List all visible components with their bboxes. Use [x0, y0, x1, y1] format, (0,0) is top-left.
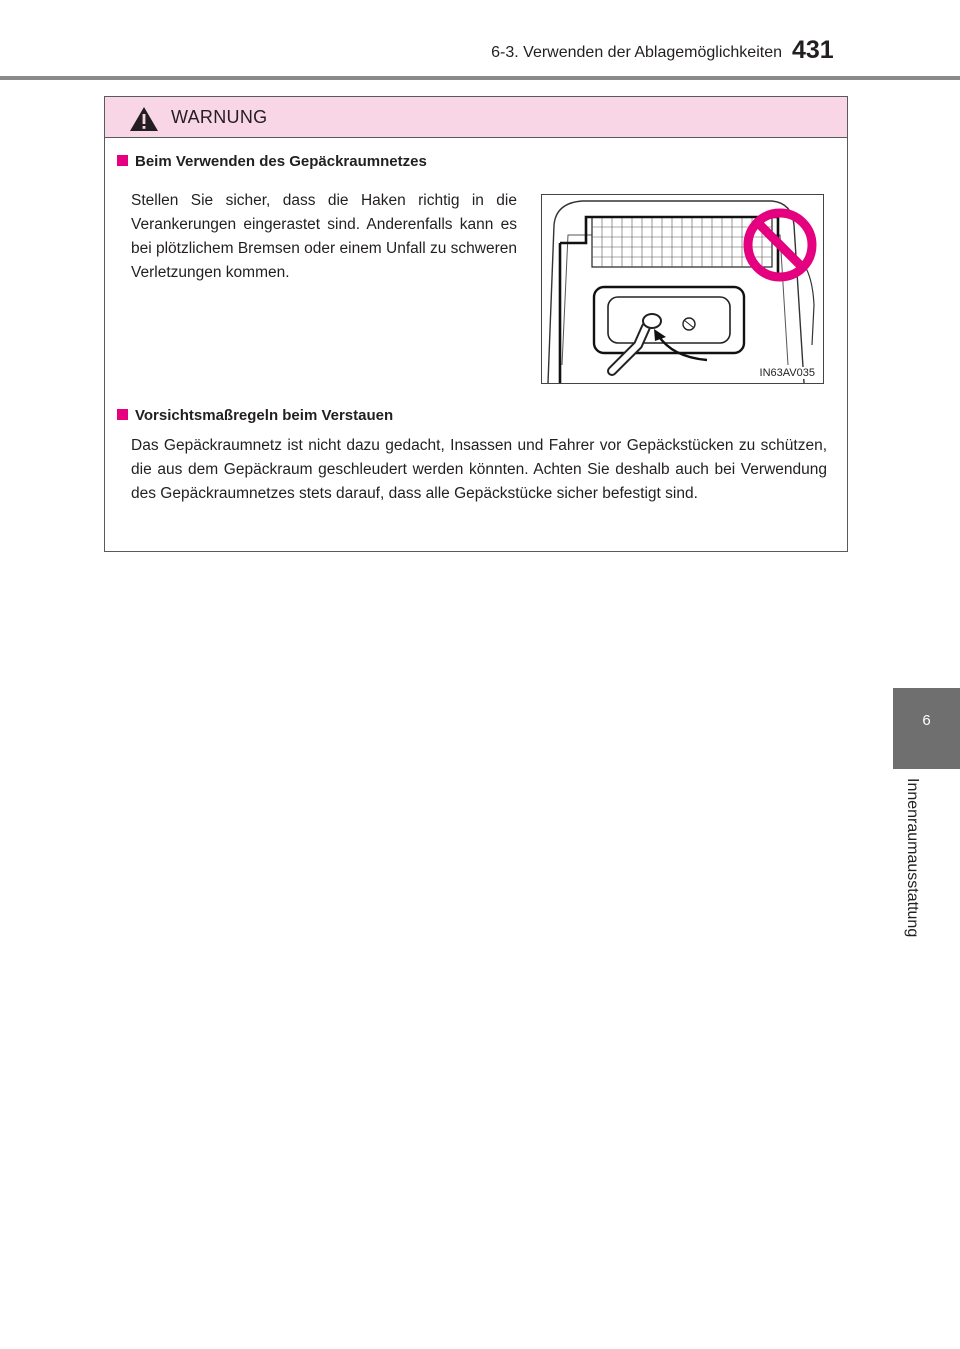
warning-box [104, 96, 848, 552]
warning-title: WARNUNG [171, 107, 268, 127]
chapter-tab[interactable] [893, 688, 960, 769]
illustration-code: IN63AV035 [759, 367, 815, 379]
section-heading-stowing: Vorsichtsmaßregeln beim Verstauen [117, 407, 393, 424]
section-title: 6-3. Verwenden der Ablagemöglichkeiten [491, 44, 782, 61]
cargo-net-illustration [541, 194, 824, 384]
bullet-square-icon [117, 155, 128, 166]
section-text-net: Stellen Sie sicher, dass die Haken richtig in die Verankerungen eingerastet sind. Anderenfalls kann es bei plötzlichem Bremsen oder einem Unfall zu schweren Verletzungen kommen. [131, 192, 517, 281]
page-number: 431 [792, 36, 834, 64]
chapter-number: 6 [922, 712, 931, 729]
section-text-stowing: Das Gepäckraumnetz ist nicht dazu gedacht, Insassen und Fahrer vor Gepäckstücken zu schützen, die aus dem Gepäckraum geschleudert werden könnten. Achten Sie deshalb auch bei Verwendung des Gepäckraumnetzes stets darauf, dass alle Gepäckstücke sicher befestigt sind. [131, 437, 827, 502]
chapter-title: Innenraumausstattung [904, 778, 921, 938]
warning-header [105, 97, 847, 138]
header-divider [0, 76, 960, 80]
cargo-net-drawing [542, 195, 823, 383]
warning-triangle-icon [129, 106, 159, 132]
bullet-square-icon [117, 409, 128, 420]
section-heading-net: Beim Verwenden des Gepäckraumnetzes [117, 153, 427, 170]
